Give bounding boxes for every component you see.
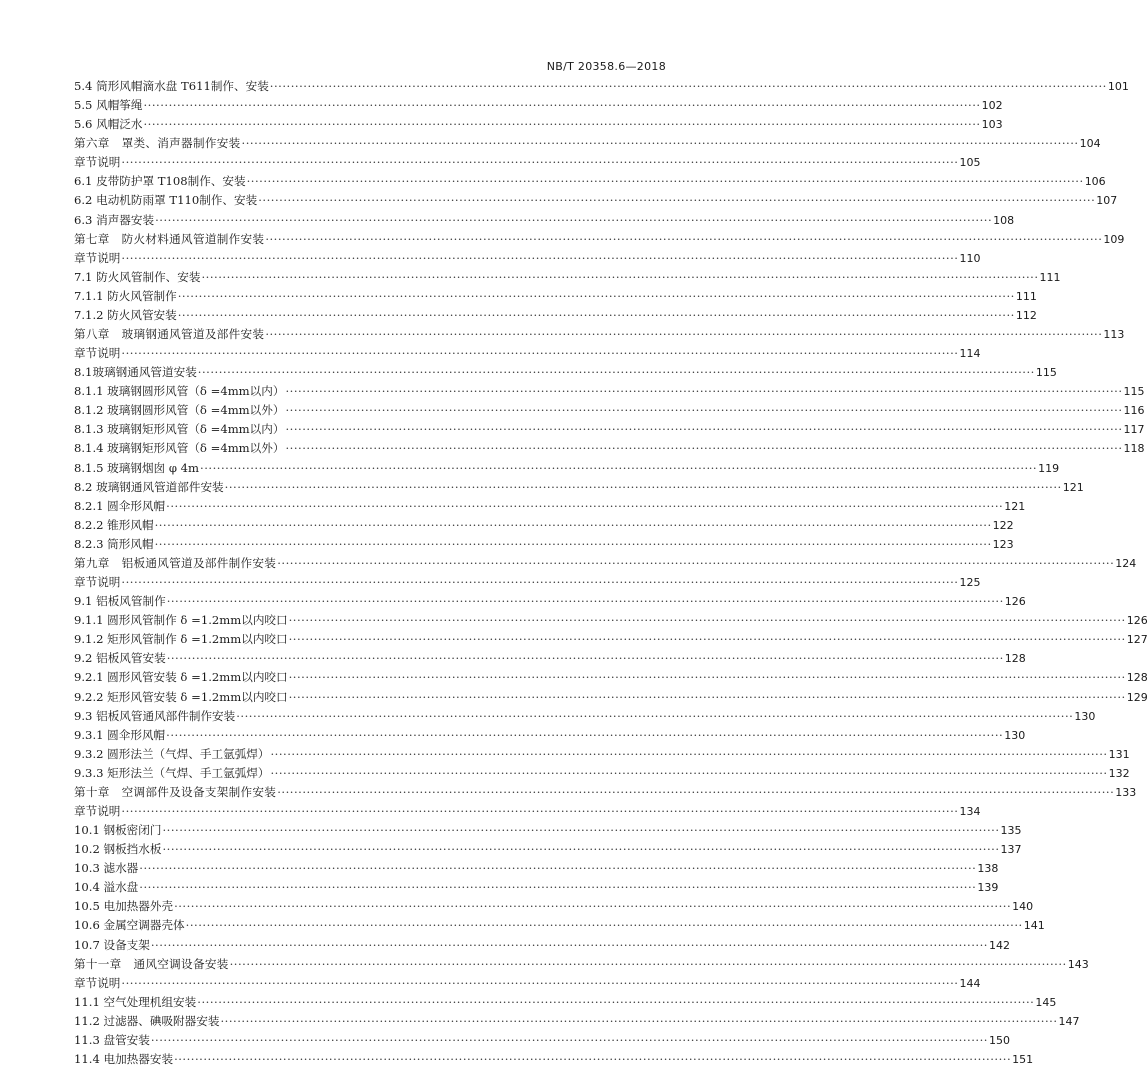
dot-leader: ········································································································································································································ [224, 479, 1062, 494]
toc-entry-page-number: 132 [1108, 766, 1130, 780]
toc-entry-page-number: 130 [1004, 728, 1026, 742]
toc-entry-page-number: 116 [1123, 404, 1145, 418]
dot-leader: ········································································································································································································ [121, 155, 959, 170]
dot-leader: ········································································································································································································ [241, 136, 1079, 151]
toc-entry[interactable] [74, 993, 1057, 1012]
toc-entry-title: 8.1.1 玻璃钢圆形风管（δ =4mm以内） [74, 384, 285, 399]
toc-entry-title: 第七章 防火材料通风管道制作安装 [74, 231, 265, 246]
dot-leader: ········································································································································································································ [154, 517, 992, 532]
toc-entry-page-number: 133 [1115, 785, 1137, 799]
toc-entry-title: 10.3 滤水器 [74, 861, 139, 876]
toc-entry-title: 9.2 铝板风管安装 [74, 651, 166, 666]
toc-entry-title: 10.7 设备支架 [74, 937, 150, 952]
toc-entry[interactable] [74, 859, 999, 878]
toc-entry[interactable] [74, 420, 1145, 439]
toc-entry-page-number: 139 [977, 881, 999, 895]
toc-entry-page-number: 105 [959, 156, 981, 170]
toc-entry[interactable] [74, 955, 1089, 974]
toc-entry-title: 第十章 空调部件及设备支架制作安装 [74, 784, 277, 799]
toc-entry[interactable] [74, 916, 1045, 935]
toc-entry-page-number: 130 [1074, 709, 1096, 723]
toc-entry-title: 8.2 玻璃钢通风管道部件安装 [74, 479, 224, 494]
toc-entry[interactable] [74, 535, 1014, 554]
toc-entry-title: 章节说明 [74, 155, 121, 170]
toc-entry-title: 第六章 罩类、消声器制作安装 [74, 136, 241, 151]
dot-leader: ········································································································································································································ [166, 498, 1004, 513]
dot-leader: ········································································································································································································ [121, 575, 959, 590]
toc-entry[interactable] [74, 382, 1145, 401]
toc-entry[interactable] [74, 459, 1060, 478]
toc-entry-page-number: 128 [1004, 652, 1026, 666]
toc-entry-title: 章节说明 [74, 975, 121, 990]
toc-entry-title: 10.6 金属空调器壳体 [74, 918, 185, 933]
standard-number: NB/T 20358.6—2018 [546, 60, 666, 73]
toc-entry-title: 10.4 溢水盘 [74, 880, 139, 895]
toc-entry[interactable] [74, 172, 1106, 191]
dot-leader: ········································································································································································································ [200, 460, 1038, 475]
toc-entry-title: 9.1 铝板风管制作 [74, 594, 166, 609]
dot-leader: ········································································································································································································ [150, 1032, 988, 1047]
toc-entry-page-number: 110 [959, 251, 981, 265]
toc-entry[interactable] [74, 249, 981, 268]
toc-entry[interactable] [74, 630, 1148, 649]
dot-leader: ········································································································································································································ [166, 651, 1004, 666]
toc-entry-title: 7.1 防火风管制作、安装 [74, 269, 201, 284]
toc-entry-page-number: 121 [1004, 499, 1026, 513]
dot-leader: ········································································································································································································ [197, 994, 1035, 1009]
toc-entry-title: 9.1.1 圆形风管制作 δ =1.2mm以内咬口 [74, 613, 288, 628]
toc-entry[interactable] [74, 191, 1118, 210]
dot-leader: ········································································································································································································ [143, 117, 981, 132]
toc-entry-title: 7.1.2 防火风管安装 [74, 307, 177, 322]
toc-entry[interactable] [74, 974, 981, 993]
toc-entry-title: 11.2 过滤器、碘吸附器安装 [74, 1013, 220, 1028]
toc-entry-page-number: 143 [1067, 957, 1089, 971]
toc-entry-page-number: 138 [977, 862, 999, 876]
toc-entry-title: 5.6 风帽泛水 [74, 117, 143, 132]
toc-entry-title: 9.3 铝板风管通风部件制作安装 [74, 708, 236, 723]
toc-entry-title: 8.1.4 玻璃钢矩形风管（δ =4mm以外） [74, 441, 285, 456]
dot-leader: ········································································································································································································ [288, 632, 1126, 647]
dot-leader: ········································································································································································································ [220, 1013, 1058, 1028]
toc-entry[interactable] [74, 77, 1129, 96]
toc-entry[interactable] [74, 344, 981, 363]
dot-leader: ········································································································································································································ [174, 1051, 1012, 1066]
toc-entry-title: 8.1玻璃钢通风管道安装 [74, 365, 197, 380]
toc-entry-page-number: 137 [1000, 843, 1022, 857]
toc-entry[interactable] [74, 573, 981, 592]
toc-entry[interactable] [74, 897, 1034, 916]
toc-entry-page-number: 111 [1039, 270, 1061, 284]
toc-entry-page-number: 126 [1126, 614, 1148, 628]
toc-entry-title: 8.1.5 玻璃钢烟囱 φ 4m [74, 460, 200, 475]
toc-entry-page-number: 101 [1107, 80, 1129, 93]
toc-entry-title: 5.5 风帽筝绳 [74, 98, 143, 113]
toc-entry-title: 5.4 筒形风帽滴水盘 T611制作、安装 [74, 79, 269, 93]
toc-entry-page-number: 115 [1035, 366, 1057, 380]
toc-entry-page-number: 151 [1012, 1052, 1034, 1066]
toc-entry-page-number: 119 [1038, 461, 1060, 475]
toc-entry[interactable] [74, 707, 1096, 726]
toc-entry-title: 章节说明 [74, 803, 121, 818]
toc-entry-title: 8.1.3 玻璃钢矩形风管（δ =4mm以内） [74, 422, 285, 437]
dot-leader: ········································································································································································································ [121, 346, 959, 361]
toc-entry-title: 6.2 电动机防雨罩 T110制作、安装 [74, 193, 258, 208]
toc-entry-title: 第八章 玻璃钢通风管道及部件安装 [74, 327, 265, 342]
dot-leader: ········································································································································································································ [269, 79, 1107, 93]
toc-entry[interactable] [74, 649, 1026, 668]
toc-entry-title: 章节说明 [74, 346, 121, 361]
toc-entry-title: 10.1 钢板密闭门 [74, 823, 162, 838]
dot-leader: ········································································································································································································ [121, 803, 959, 818]
toc-entry[interactable] [74, 554, 1137, 573]
toc-entry[interactable] [74, 211, 1015, 230]
toc-entry-page-number: 126 [1004, 595, 1026, 609]
dot-leader: ········································································································································································································ [197, 365, 1035, 380]
toc-entry-page-number: 128 [1126, 671, 1148, 685]
toc-entry-page-number: 123 [992, 537, 1014, 551]
dot-leader: ········································································································································································································ [155, 212, 993, 227]
toc-entry-page-number: 115 [1123, 385, 1145, 399]
toc-entry-page-number: 117 [1123, 423, 1145, 437]
toc-entry-title: 10.5 电加热器外壳 [74, 899, 174, 914]
toc-entry-title: 8.2.2 锥形风帽 [74, 517, 154, 532]
toc-entry-page-number: 114 [959, 347, 981, 361]
toc-entry-page-number: 147 [1058, 1014, 1080, 1028]
toc-entry-page-number: 145 [1035, 995, 1057, 1009]
toc-entry-title: 6.1 皮带防护罩 T108制作、安装 [74, 174, 246, 189]
toc-entry[interactable] [74, 325, 1125, 344]
dot-leader: ········································································································································································································ [185, 918, 1023, 933]
toc-entry-page-number: 102 [981, 99, 1003, 113]
toc-entry-page-number: 112 [1015, 308, 1037, 322]
dot-leader: ········································································································································································································ [285, 422, 1123, 437]
dot-leader: ········································································································································································································ [166, 594, 1004, 609]
toc-entry-page-number: 150 [988, 1033, 1010, 1047]
dot-leader: ········································································································································································································ [285, 403, 1123, 418]
toc-entry-title: 9.3.3 矩形法兰（气焊、手工氩弧焊） [74, 765, 270, 780]
toc-entry[interactable] [74, 134, 1101, 153]
toc-entry[interactable] [74, 230, 1125, 249]
toc-entry-title: 8.2.1 圆伞形风帽 [74, 498, 166, 513]
dot-leader: ········································································································································································································ [150, 937, 988, 952]
toc-entry[interactable] [74, 115, 1003, 134]
toc-entry[interactable] [74, 96, 1003, 115]
toc-entry-page-number: 118 [1123, 442, 1145, 456]
dot-leader: ········································································································································································································ [154, 536, 992, 551]
toc-entry-page-number: 125 [959, 576, 981, 590]
toc-entry[interactable] [74, 878, 999, 897]
toc-entry-title: 9.3.2 圆形法兰（气焊、手工氩弧焊） [74, 746, 270, 761]
toc-entry-title: 11.1 空气处理机组安装 [74, 994, 197, 1009]
toc-entry-page-number: 131 [1108, 747, 1130, 761]
toc-entry-title: 9.3.1 圆伞形风帽 [74, 727, 166, 742]
dot-leader: ········································································································································································································ [265, 327, 1103, 342]
dot-leader: ········································································································································································································ [121, 250, 959, 265]
toc-entry[interactable] [74, 268, 1061, 287]
dot-leader: ········································································································································································································ [229, 956, 1067, 971]
dot-leader: ········································································································································································································ [139, 861, 977, 876]
toc-entry[interactable] [74, 764, 1130, 783]
toc-entry-page-number: 109 [1103, 232, 1125, 246]
toc-entry-page-number: 113 [1103, 328, 1125, 342]
toc-entry-page-number: 107 [1096, 194, 1118, 208]
dot-leader: ········································································································································································································ [270, 765, 1108, 780]
toc-entry[interactable] [74, 726, 1026, 745]
dot-leader: ········································································································································································································ [162, 823, 1000, 838]
toc-entry-title: 10.2 钢板挡水板 [74, 842, 162, 857]
toc-entry[interactable] [74, 802, 981, 821]
toc-entry-page-number: 127 [1126, 633, 1148, 647]
toc-entry[interactable] [74, 611, 1148, 630]
toc-entry-title: 9.2.1 圆形风管安装 δ =1.2mm以内咬口 [74, 670, 288, 685]
toc-entry-page-number: 140 [1012, 900, 1034, 914]
dot-leader: ········································································································································································································ [174, 899, 1012, 914]
toc-entry-title: 第十一章 通风空调设备安装 [74, 956, 229, 971]
toc-entry-page-number: 135 [1000, 824, 1022, 838]
toc-entry-title: 9.2.2 矩形风管安装 δ =1.2mm以内咬口 [74, 689, 288, 704]
dot-leader: ········································································································································································································ [258, 193, 1096, 208]
toc-entry[interactable] [74, 401, 1145, 420]
dot-leader: ········································································································································································································ [288, 689, 1126, 704]
toc-entry[interactable] [74, 783, 1137, 802]
dot-leader: ········································································································································································································ [288, 613, 1126, 628]
toc-entry[interactable] [74, 1031, 1010, 1050]
toc-entry[interactable] [74, 363, 1057, 382]
toc-entry-title: 章节说明 [74, 250, 121, 265]
toc-entry-page-number: 111 [1015, 289, 1037, 303]
toc-entry[interactable] [74, 936, 1010, 955]
toc-entry-page-number: 108 [993, 213, 1015, 227]
toc-entry-title: 6.3 消声器安装 [74, 212, 155, 227]
dot-leader: ········································································································································································································ [236, 708, 1074, 723]
toc-entry-title: 8.1.2 玻璃钢圆形风管（δ =4mm以外） [74, 403, 285, 418]
toc-entry[interactable] [74, 516, 1014, 535]
toc-entry-page-number: 142 [988, 938, 1010, 952]
dot-leader: ········································································································································································································ [162, 842, 1000, 857]
dot-leader: ········································································································································································································ [166, 727, 1004, 742]
dot-leader: ········································································································································································································ [143, 98, 981, 113]
toc-entry[interactable] [74, 478, 1084, 497]
toc-entry-title: 11.4 电加热器安装 [74, 1051, 174, 1066]
toc-entry[interactable] [74, 287, 1037, 306]
toc-entry[interactable] [74, 153, 981, 172]
toc-entry-page-number: 106 [1084, 175, 1106, 189]
dot-leader: ········································································································································································································ [121, 975, 959, 990]
dot-leader: ········································································································································································································ [270, 746, 1108, 761]
toc-entry[interactable] [74, 745, 1130, 764]
dot-leader: ········································································································································································································ [288, 670, 1126, 685]
toc-entry[interactable] [74, 306, 1037, 325]
toc-entry[interactable] [74, 668, 1148, 687]
toc-entry-page-number: 144 [959, 976, 981, 990]
toc-entry-page-number: 104 [1079, 137, 1101, 151]
toc-entry-page-number: 134 [959, 804, 981, 818]
toc-entry-title: 8.2.3 筒形风帽 [74, 536, 154, 551]
dot-leader: ········································································································································································································ [285, 384, 1123, 399]
toc-entry-title: 章节说明 [74, 575, 121, 590]
toc-entry-page-number: 103 [981, 118, 1003, 132]
toc-entry[interactable] [74, 840, 1022, 859]
dot-leader: ········································································································································································································ [265, 231, 1103, 246]
toc-entry-page-number: 124 [1115, 556, 1137, 570]
toc-entry[interactable] [74, 1012, 1080, 1031]
toc-entry-page-number: 121 [1062, 480, 1084, 494]
toc-entry-title: 第九章 铝板通风管道及部件制作安装 [74, 555, 277, 570]
toc-entry[interactable] [74, 821, 1022, 840]
toc-entry-title: 7.1.1 防火风管制作 [74, 288, 177, 303]
dot-leader: ········································································································································································································ [277, 784, 1115, 799]
dot-leader: ········································································································································································································ [277, 555, 1115, 570]
table-of-contents [74, 77, 1148, 1069]
toc-entry[interactable] [74, 439, 1145, 458]
dot-leader: ········································································································································································································ [285, 441, 1123, 456]
toc-entry[interactable] [74, 497, 1026, 516]
toc-entry-page-number: 129 [1126, 690, 1148, 704]
dot-leader: ········································································································································································································ [201, 269, 1039, 284]
toc-entry-title: 11.3 盘管安装 [74, 1032, 150, 1047]
toc-entry-page-number: 141 [1023, 919, 1045, 933]
dot-leader: ········································································································································································································ [177, 288, 1015, 303]
dot-leader: ········································································································································································································ [177, 307, 1015, 322]
dot-leader: ········································································································································································································ [246, 174, 1084, 189]
toc-entry[interactable] [74, 688, 1148, 707]
toc-entry[interactable] [74, 1050, 1034, 1069]
toc-entry-page-number: 122 [992, 518, 1014, 532]
toc-entry-title: 9.1.2 矩形风管制作 δ =1.2mm以内咬口 [74, 632, 288, 647]
toc-entry[interactable] [74, 592, 1026, 611]
dot-leader: ········································································································································································································ [139, 880, 977, 895]
